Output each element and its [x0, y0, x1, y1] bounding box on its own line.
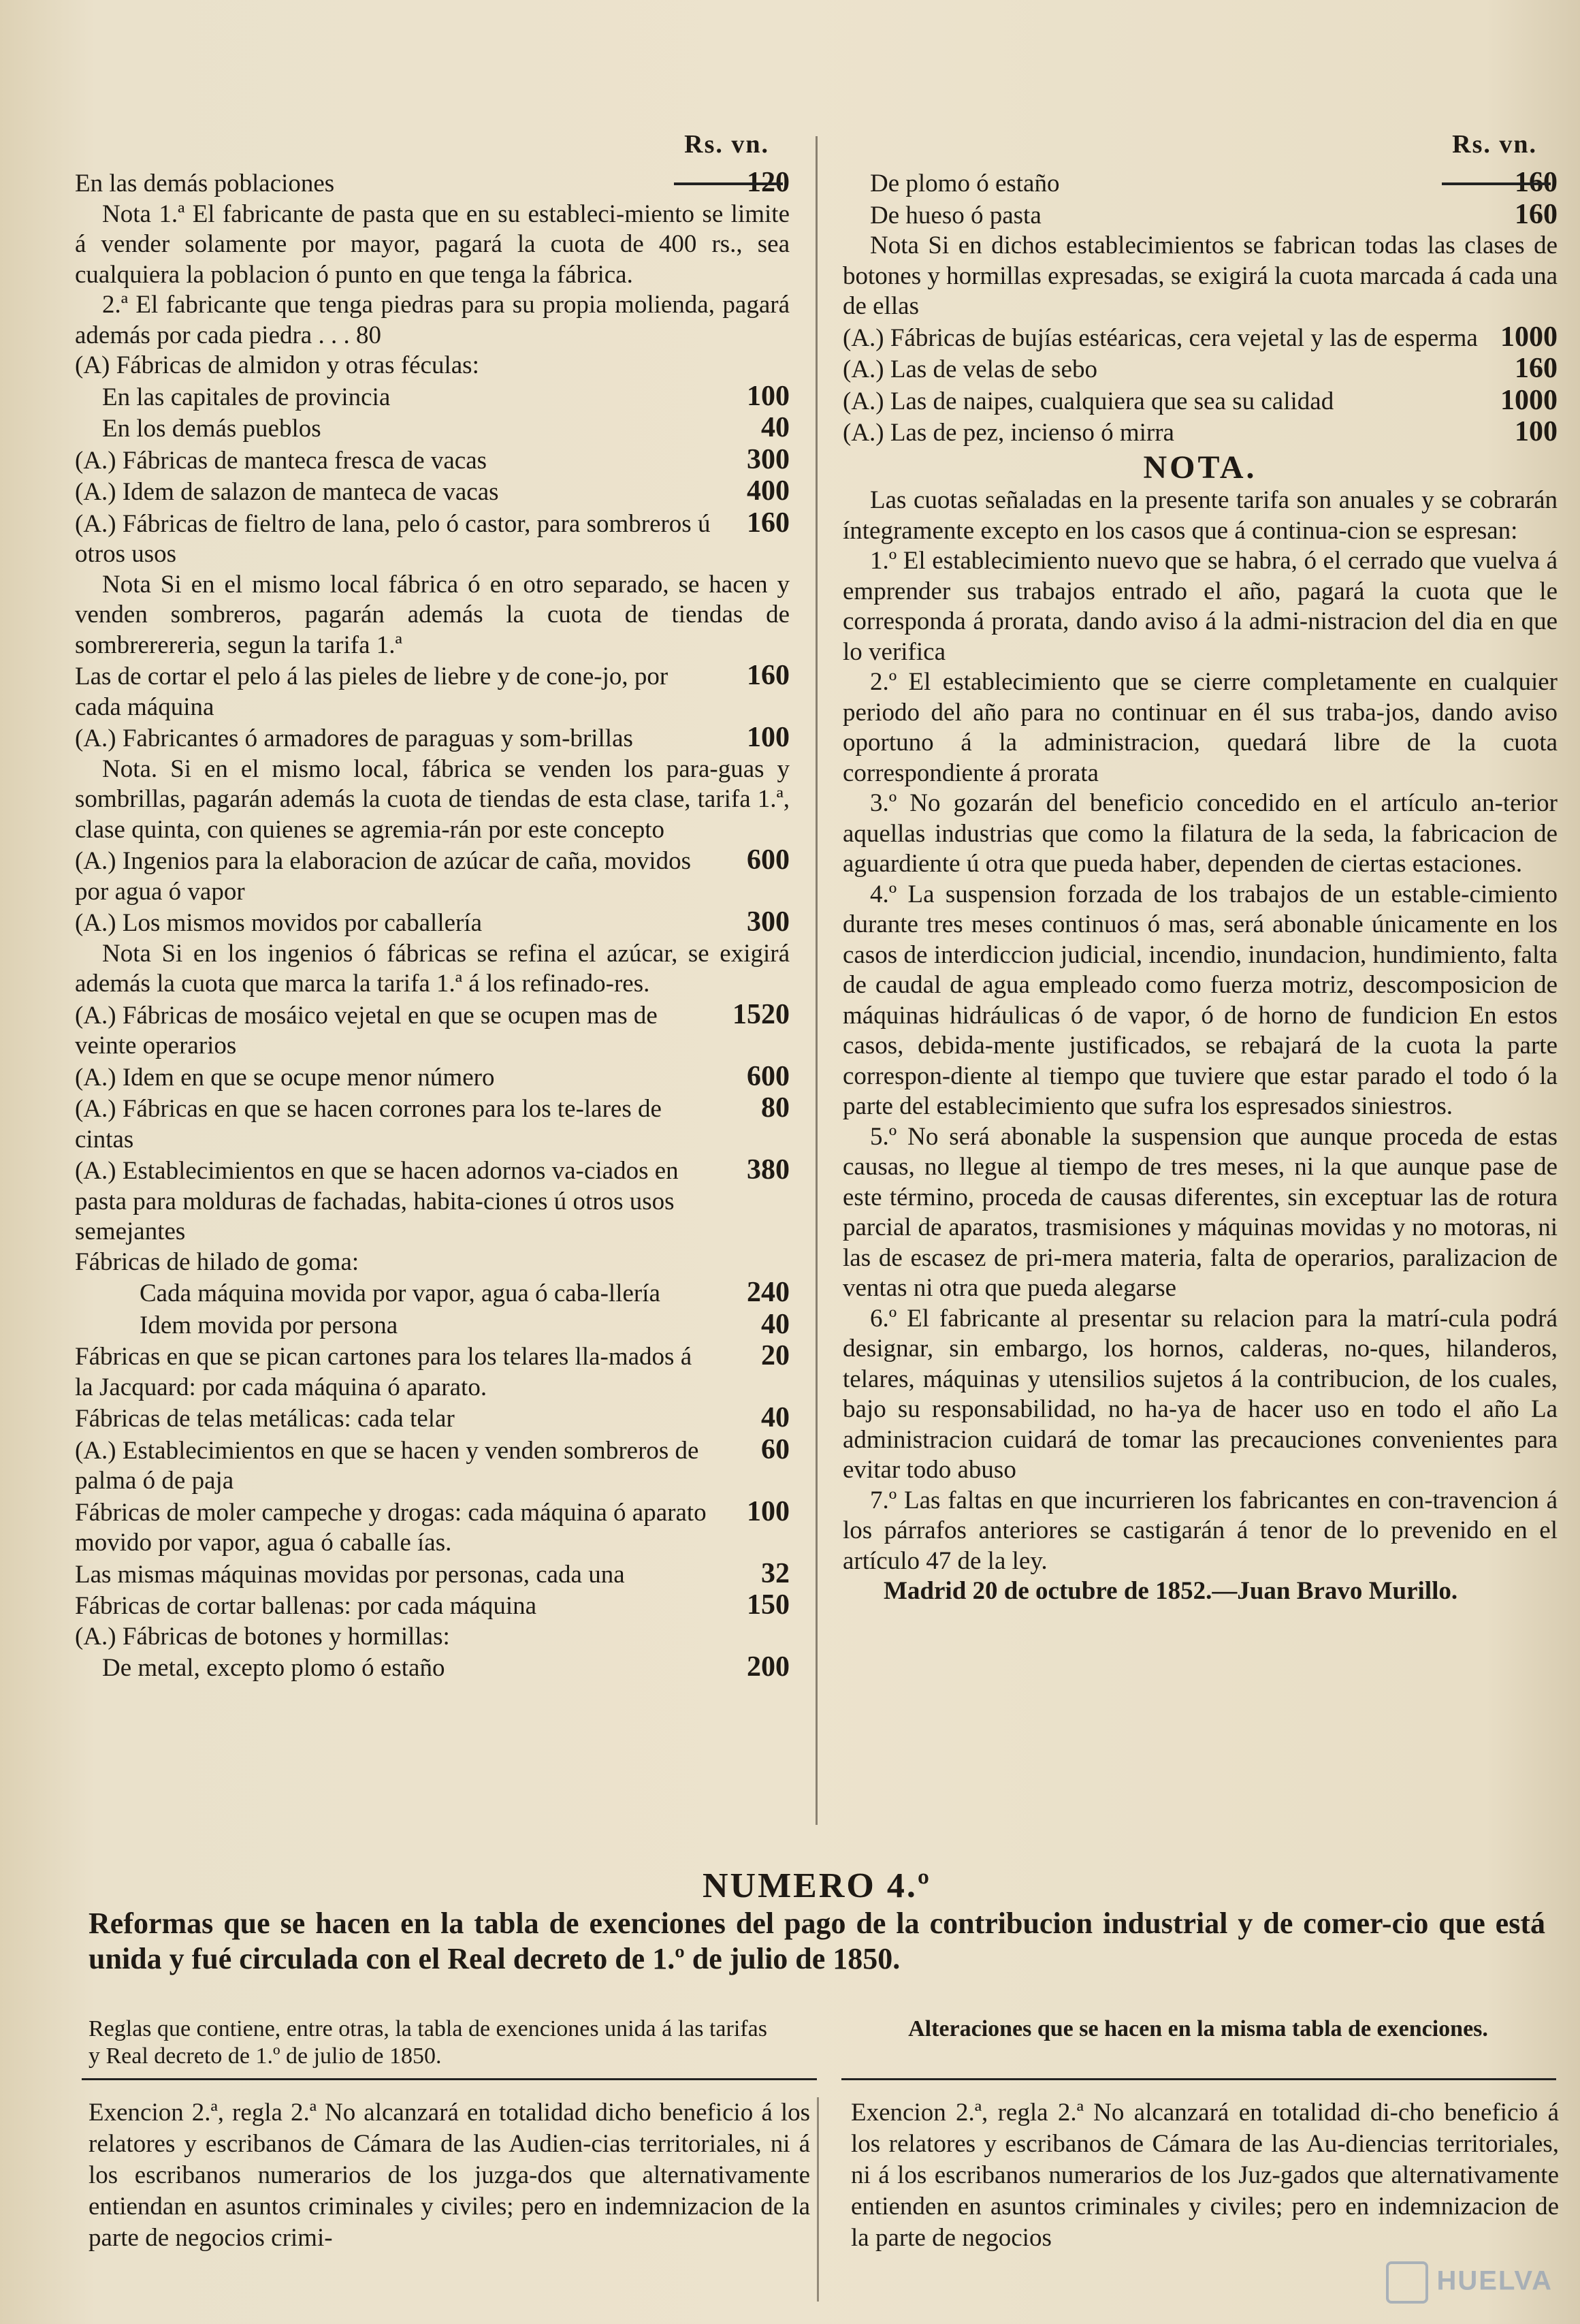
watermark [1386, 2261, 1553, 2304]
tariff-row [843, 417, 1558, 449]
tariff-label: Las de cortar el pelo á las pieles de liebre y de cone-jo, por cada máquina [75, 663, 668, 721]
tariff-label: En las demás poblaciones [75, 170, 335, 197]
tariff-label: (A.) Ingenios para la elaboracion de azúcar de caña, movidos por agua ó vapor [75, 847, 692, 906]
paragraph: Nota. Si en el mismo local, fábrica se venden los para-guas y sombrillas, pagarán además la cuota de tiendas de esta clase, tarifa 1.ª, clase quinta, con quienes se agremia-rán por este concepto [75, 754, 790, 844]
tariff-label: (A.) Los mismos movidos por caballería [75, 909, 483, 937]
watermark-text: HUELVA [1436, 2265, 1553, 2296]
bottom-left-header: Reglas que contiene, entre otras, la tabla de exenciones unida á las tarifas y Real decreto de 1.º de julio de 1850. [88, 2016, 767, 2069]
tariff-value: 600 [747, 844, 790, 876]
tariff-label: Fábricas en que se pican cartones para los telares lla-mados á la Jacquard: por cada máquina ó aparato. [75, 1343, 692, 1401]
tariff-row [75, 1093, 790, 1155]
paragraph: 2.ª El fabricante que tenga piedras para su propia molienda, pagará además por cada piedra . . . 80 [75, 291, 790, 349]
tariff-value: 160 [747, 660, 790, 691]
tariff-value: 100 [747, 722, 790, 753]
paragraph: 4.º La suspension forzada de los trabajos de un estable-cimiento durante tres meses continuos ó mas, será abonable únicamente en los casos de interdiccion judicial, incendio, inundacion, hundimiento, falta de caudal de agua empleado como fuerza motriz, descomposicion de máquinas hidráulicas ó de vapor, ó de horno de fundicion En estos casos, debida-mente justificados, se rebajará de la cuota la parte correspon-diente al tiempo que tuviere que estar parado el todo ó la parte del establecimiento que sufra los espresados siniestros. [843, 880, 1558, 1120]
tariff-row [843, 353, 1558, 385]
tariff-label: Fábricas de moler campeche y drogas: cada máquina ó aparato movido por vapor, agua ó caballe ías. [75, 1498, 707, 1557]
tariff-value: 200 [747, 1651, 790, 1683]
tariff-value: 600 [747, 1060, 790, 1092]
paragraph: Nota Si en los ingenios ó fábricas se refina el azúcar, se exigirá además la cuota que marca la tarifa 1.ª á los refinado-res. [75, 939, 790, 998]
tariff-label: Fábricas de telas metálicas: cada telar [75, 1405, 455, 1433]
bottom-column-divider [817, 2097, 819, 2302]
tariff-label: De hueso ó pasta [870, 201, 1042, 229]
tariff-row [75, 1155, 790, 1247]
tariff-value: 100 [1515, 416, 1558, 447]
tariff-value: 160 [1515, 353, 1558, 384]
right-body [843, 168, 1558, 1607]
tariff-label: Las mismas máquinas movidas por personas, cada una [75, 1560, 625, 1589]
left-header-rule [674, 182, 783, 185]
tariff-label: De metal, excepto plomo ó estaño [102, 1654, 445, 1682]
tariff-label: En los demás pueblos [102, 415, 321, 443]
tariff-row [75, 1062, 790, 1094]
left-body [75, 168, 790, 1684]
tariff-value: 300 [747, 443, 790, 475]
tariff-label: (A.) Idem en que se ocupe menor número [75, 1063, 495, 1092]
tariff-label: De plomo ó estaño [870, 170, 1060, 197]
tariff-value: 160 [1515, 167, 1558, 198]
tariff-row [75, 476, 790, 508]
tariff-label: Fábricas de hilado de goma: [75, 1247, 359, 1276]
tariff-row [75, 1590, 790, 1622]
tariff-label: Idem movida por persona [140, 1311, 398, 1339]
paragraph: Nota Si en el mismo local fábrica ó en otro separado, se hacen y venden sombreros, pagarán además la cuota de tiendas de sombrerereria, segun la tarifa 1.ª [75, 570, 790, 659]
tariff-value: 100 [747, 1495, 790, 1527]
tariff-row [75, 907, 790, 939]
tariff-label: (A.) Fábricas de botones y hormillas: [75, 1622, 450, 1651]
tariff-value: 80 [761, 1092, 790, 1124]
tariff-row [75, 722, 790, 754]
tariff-value: 120 [747, 167, 790, 198]
tariff-value: 40 [761, 1402, 790, 1433]
tariff-label: (A) Fábricas de almidon y otras féculas: [75, 351, 479, 379]
bottom-right-text: Exencion 2.ª, regla 2.ª No alcanzará en totalidad di-cho beneficio á los relatores y escribanos de Cámara de las Au-diencias territoriales, ni á los escribanos numerarios de los Juz-gados que alternativamente entienden en asuntos criminales y civiles; pero en indemnizacion de la parte de negocios [851, 2099, 1559, 2252]
tariff-row [75, 445, 790, 477]
tariff-label: Cada máquina movida por vapor, agua ó caba-llería [140, 1279, 660, 1307]
tariff-row [75, 1435, 790, 1497]
paragraph: 5.º No será abonable la suspension que aunque proceda de estas causas, no llegue al tiempo de tres meses, ni la que aunque pase de este término, proceda de causas diferentes, sin exceptuar las de rotura parcial de aparatos, trasmisiones y máquinas movidas y no motoras, ni las de escasez de pri-mera materia, falta de operarios, paralizacion de ventas ni otra que pueda alegarse [843, 1122, 1558, 1302]
right-header-rule [1442, 182, 1551, 185]
paragraph: 3.º No gozarán del beneficio concedido en el artículo an-terior aquellas industrias que como la filatura de la seda, la fabricacion de aguardiente ú otra que pueda haber, dependen de ciertas estaciones. [843, 789, 1558, 878]
bottom-left-rule [82, 2078, 817, 2080]
tariff-row [843, 200, 1558, 232]
tariff-value: 100 [747, 380, 790, 412]
tariff-label: Fábricas de cortar ballenas: por cada máquina [75, 1592, 537, 1620]
tariff-row [843, 322, 1558, 354]
tariff-value: 1000 [1500, 321, 1558, 353]
tariff-value: 60 [761, 1433, 790, 1465]
tariff-label: (A.) Fábricas de mosáico vejetal en que se ocupen mas de veinte operarios [75, 1001, 658, 1060]
tariff-row [75, 1309, 790, 1341]
tariff-value: 40 [761, 412, 790, 443]
tariff-value: 32 [761, 1557, 790, 1589]
left-unit-header: Rs. vn. [684, 130, 769, 159]
section-title: NUMERO 4.º [702, 1866, 932, 1905]
paragraph: 1.º El establecimiento nuevo que se habra, ó el cerrado que vuelva á emprender sus trabajos entrado el año, pagará la cuota que le corresponda á prorata, dando aviso á la admi-nistracion del dia en que lo verifica [843, 547, 1558, 666]
tariff-label: (A.) Establecimientos en que se hacen y venden sombreros de palma ó de paja [75, 1436, 699, 1495]
tariff-row [75, 1497, 790, 1559]
paragraph: 2.º El establecimiento que se cierre completamente en cualquier periodo del año para no continuar en él sus traba-jos, dando aviso oportuno á la administracion, quedará libre de la cuota correspondiente á prorata [843, 668, 1558, 787]
bottom-left-text: Exencion 2.ª, regla 2.ª No alcanzará en totalidad dicho beneficio á los relatores y escribanos de Cámara de las Audien-cias territoriales, ni á los escribanos numerarios de los juzga-dos que alternativamente entiendan en asuntos criminales y civiles; pero en indemnizacion de la parte de negocios crimi- [88, 2099, 810, 2252]
tariff-row [75, 1341, 790, 1403]
paragraph: 7.º Las faltas en que incurrieren los fabricantes en con-travencion á los párrafos anteriores se castigarán á tenor de lo prevenido en el artículo 47 de la ley. [843, 1486, 1558, 1575]
tariff-value: 1000 [1500, 384, 1558, 416]
tariff-row [75, 413, 790, 445]
tariff-label: (A.) Fábricas en que se hacen corrones para los te-lares de cintas [75, 1095, 662, 1153]
tariff-value: 400 [747, 475, 790, 507]
tariff-value: 40 [761, 1308, 790, 1340]
tariff-row [75, 351, 790, 381]
section-subtitle: Reformas que se hacen en la tabla de exenciones del pago de la contribucion industrial y de comer-cio que está unida y fué circulada con el Real decreto de 1.º de julio de 1850. [88, 1907, 1545, 1975]
tariff-row [75, 660, 790, 722]
paragraph: Las cuotas señaladas en la presente tarifa son anuales y se cobrarán íntegramente excepto en los casos que á continua-cion se espresan: [843, 486, 1558, 545]
tariff-label: (A.) Las de naipes, cualquiera que sea su calidad [843, 387, 1334, 415]
tariff-label: (A.) Fábricas de bujías estéaricas, cera vejetal y las de esperma [843, 323, 1478, 352]
tariff-row [75, 1403, 790, 1435]
tariff-value: 160 [1515, 198, 1558, 230]
tariff-value: 240 [747, 1277, 790, 1308]
tariff-row [75, 845, 790, 907]
right-unit-header: Rs. vn. [1452, 130, 1537, 159]
tariff-label: (A.) Idem de salazon de manteca de vacas [75, 478, 499, 506]
tariff-value: 1520 [732, 998, 790, 1030]
tariff-value: 150 [747, 1589, 790, 1621]
signature-line: Madrid 20 de octubre de 1852.—Juan Bravo Murillo. [884, 1577, 1458, 1605]
column-divider [816, 136, 818, 1825]
tariff-row [75, 1559, 790, 1591]
paragraph: Nota Si en dichos establecimientos se fabrican todas las clases de botones y hormillas expresadas, se exigirá la cuota marcada á cada una de ellas [843, 232, 1558, 320]
tariff-label: (A.) Las de velas de sebo [843, 355, 1097, 383]
tariff-label: (A.) Fábricas de fieltro de lana, pelo ó castor, para sombreros ú otros usos [75, 509, 711, 568]
paragraph: 6.º El fabricante al presentar su relacion para la matrí-cula podrá designar, sin embargo, los hornos, calderas, no-ques, hilanderos, telares, máquinas y utensilios sujetos á la contribucion, de los cuales, bajo su responsabilidad, no ha-ya de hacer uso en todo el año La administracion cuidará de tomar las precauciones convenientes para evitar todo abuso [843, 1304, 1558, 1484]
bottom-right-rule [841, 2078, 1556, 2080]
tariff-row [75, 508, 790, 570]
archive-logo-icon [1386, 2261, 1428, 2304]
tariff-row [75, 1277, 790, 1309]
right-column [843, 129, 1558, 1607]
tariff-label: (A.) Establecimientos en que se hacen adornos va-ciados en pasta para molduras de fachadas, habita-ciones ú otros usos semejantes [75, 1157, 679, 1245]
tariff-value: 300 [747, 906, 790, 938]
nota-heading: NOTA. [1143, 449, 1257, 486]
section-numero-4 [75, 1866, 1559, 1977]
tariff-row [75, 1622, 790, 1653]
left-column [75, 129, 790, 1684]
tariff-label: (A.) Fabricantes ó armadores de paraguas y som-brillas [75, 725, 633, 752]
tariff-value: 380 [747, 1154, 790, 1185]
tariff-row [75, 381, 790, 413]
tariff-row [75, 1000, 790, 1062]
bottom-right-header: Alteraciones que se hacen en la misma tabla de exenciones. [908, 2016, 1488, 2041]
tariff-row [75, 1247, 790, 1278]
tariff-label: (A.) Las de pez, incienso ó mirra [843, 419, 1174, 447]
paragraph: Nota 1.ª El fabricante de pasta que en su estableci-miento se limite á vender solamente por mayor, pagará la cuota de 400 rs., sea cualquiera la poblacion ó punto en que tenga la fábrica. [75, 200, 790, 289]
tariff-row [843, 385, 1558, 417]
tariff-value: 160 [747, 507, 790, 539]
tariff-label: (A.) Fábricas de manteca fresca de vacas [75, 446, 487, 475]
tariff-label: En las capitales de provincia [102, 383, 391, 411]
tariff-value: 20 [761, 1340, 790, 1371]
tariff-row [75, 1652, 790, 1684]
